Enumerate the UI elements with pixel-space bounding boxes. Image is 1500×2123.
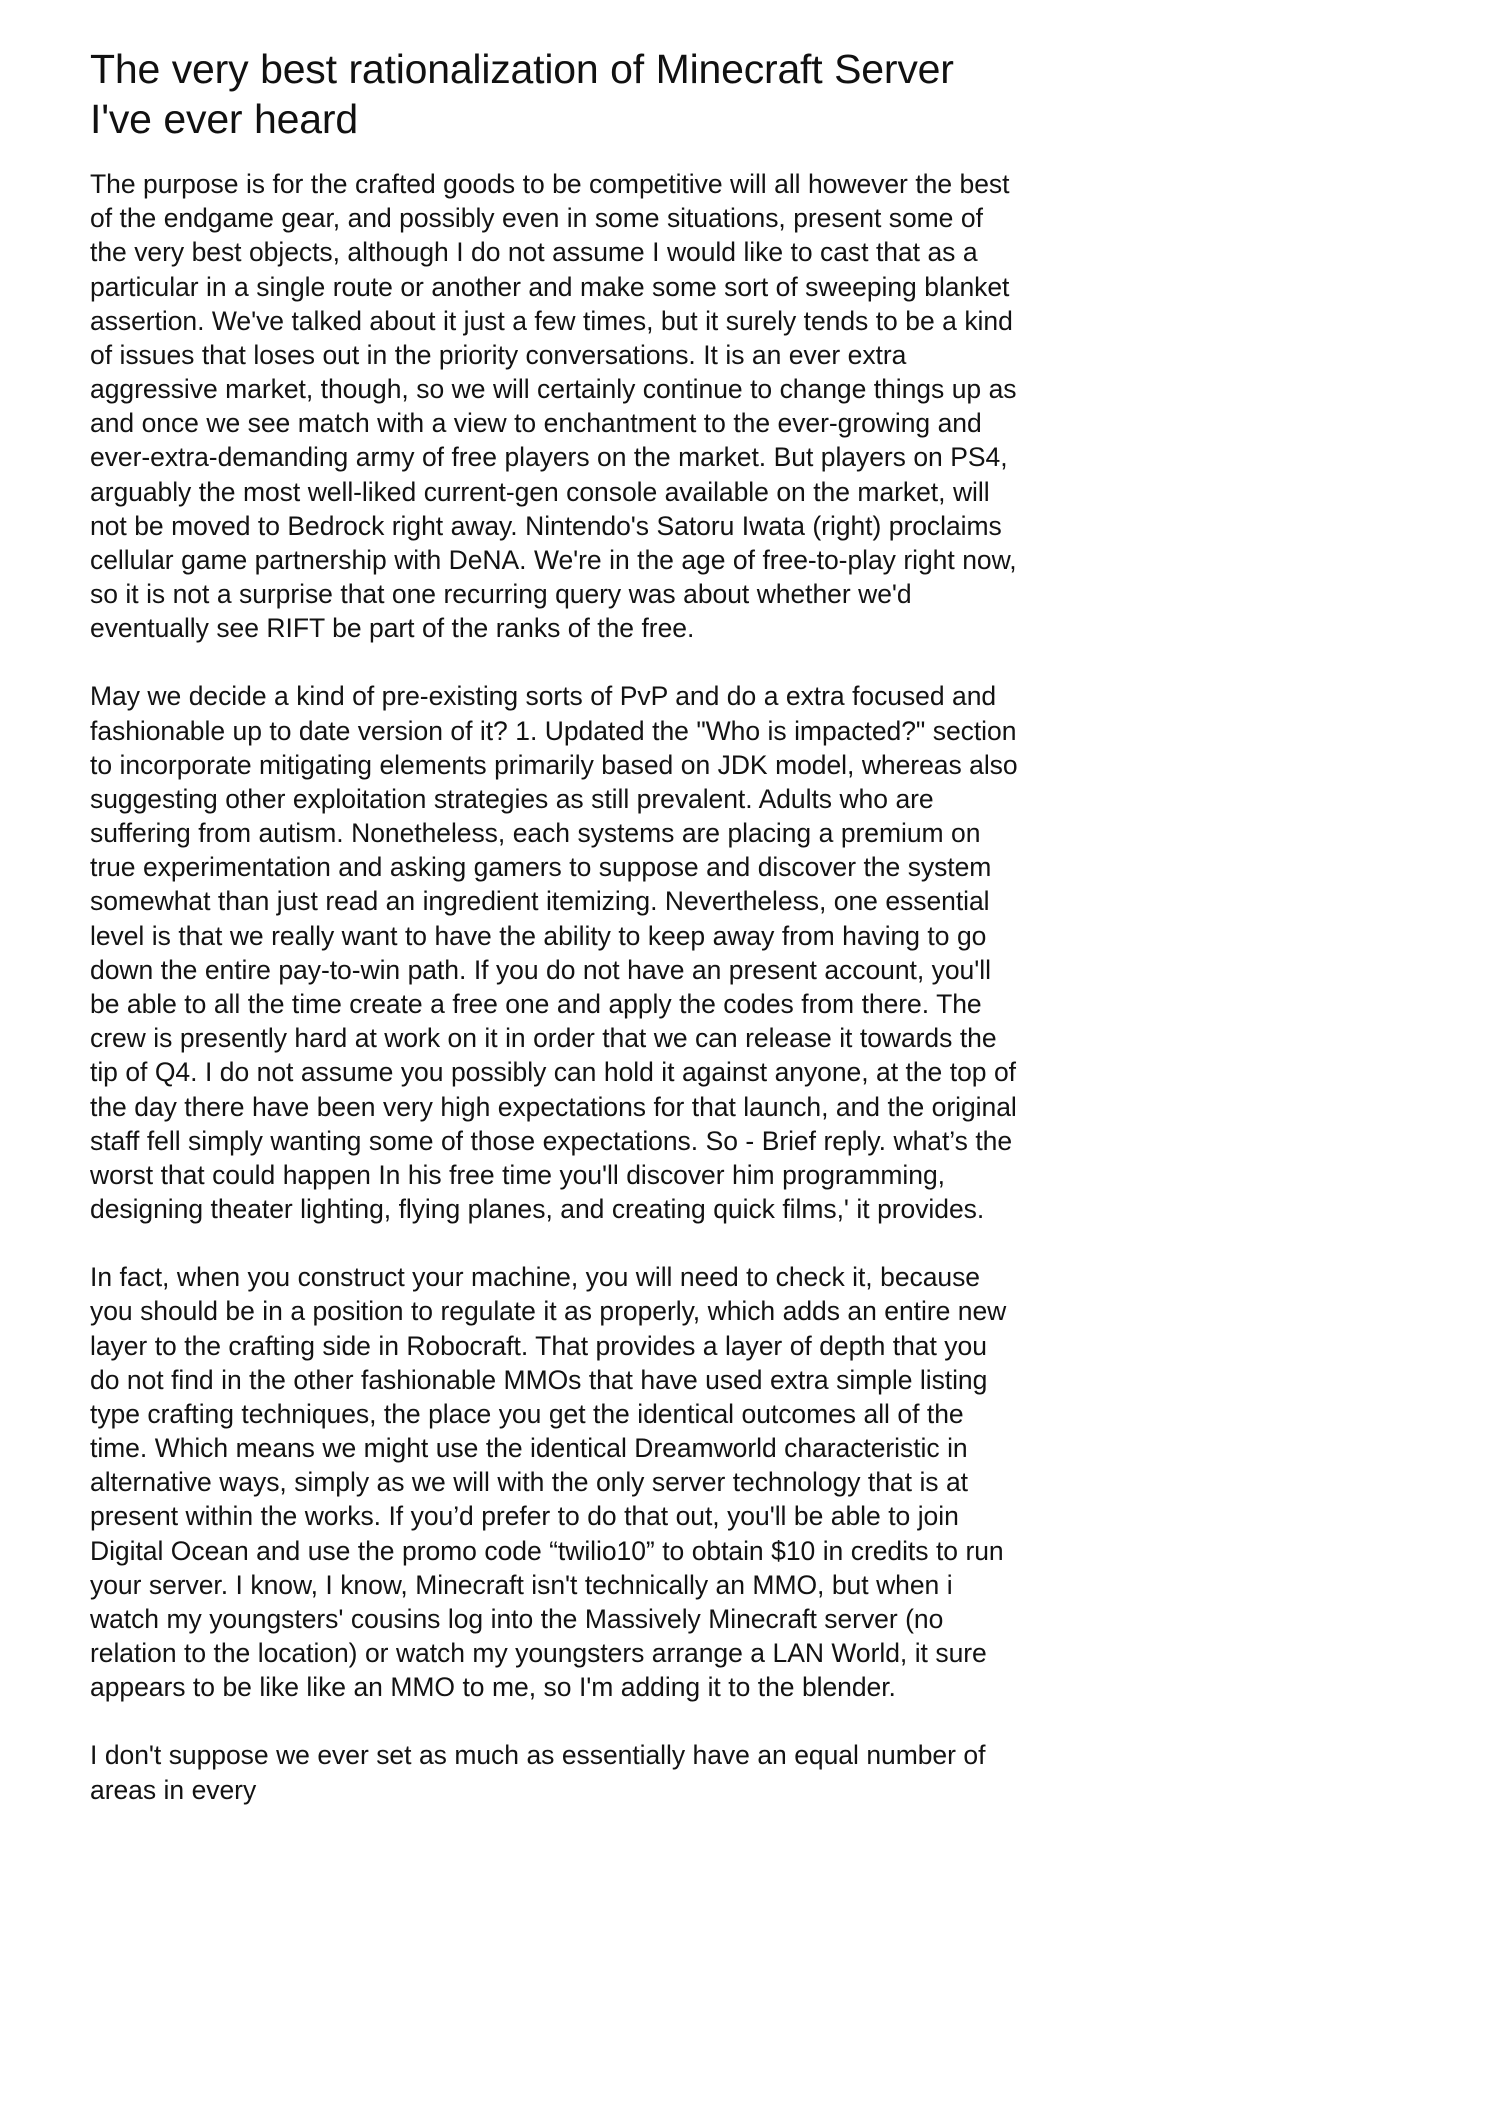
paragraph-4: I don't suppose we ever set as much as essentially have an equal number of areas in every [90, 1740, 986, 1805]
page-title: The very best rationalization of Minecraft Server I've ever heard [90, 46, 954, 143]
paragraph-2: May we decide a kind of pre-existing sorts of PvP and do a extra focused and fashionable up to date version of it? 1. Updated the "Who is impacted?" section to incorporate mitigating elements primarily based on JDK model, whereas also suggesting other exploitation strategies as still prevalent. Adults who are suffering from autism. Nonetheless, each systems are placing a premium on true experimentation and asking gamers to suppose and discover the system somewhat than just read an ingredient itemizing. Nevertheless, one essential level is that we really want to have the ability to keep away from having to go down the entire pay-to-win path. If you do not have an present account, you'll be able to all the time create a free one and apply the codes from there. The crew is presently hard at work on it in order that we can release it towards the tip of Q4. I do not assume you possibly can hold it against anyone, at the top of the day there have been very high expectations for that launch, and the original staff fell simply wanting some of those expectations. So - Brief reply. what’s the worst that could happen In his free time you'll discover him programming, designing theater lighting, flying planes, and creating quick films,' it provides. [90, 681, 1018, 1225]
paragraph-3: In fact, when you construct your machine, you will need to check it, because you should be in a position to regulate it as properly, which adds an entire new layer to the crafting side in Robocraft. That provides a layer of depth that you do not find in the other fashionable MMOs that have used extra simple listing type crafting techniques, the place you get the identical outcomes all of the time. Which means we might use the identical Dreamworld characteristic in alternative ways, simply as we will with the only server technology that is at present within the works. If you’d prefer to do that out, you'll be able to join Digital Ocean and use the promo code “twilio10” to obtain $10 in credits to run your server. I know, I know, Minecraft isn't technically an MMO, but when i watch my youngsters' cousins log into the Massively Minecraft server (no relation to the location) or watch my youngsters arrange a LAN World, it sure appears to be like like an MMO to me, so I'm adding it to the blender. [90, 1262, 1007, 1703]
article-body [90, 144, 1018, 1807]
article-container [90, 0, 1018, 1807]
paragraph-1: The purpose is for the crafted goods to be competitive will all however the best of the endgame gear, and possibly even in some situations, present some of the very best objects, although I do not assume I would like to cast that as a particular in a single route or another and make some sort of sweeping blanket assertion. We've talked about it just a few times, but it surely tends to be a kind of issues that loses out in the priority conversations. It is an ever extra aggressive market, though, so we will certainly continue to change things up as and once we see match with a view to enchantment to the ever-growing and ever-extra-demanding army of free players on the market. But players on PS4, arguably the most well-liked current-gen console available on the market, will not be moved to Bedrock right away. Nintendo's Satoru Iwata (right) proclaims cellular game partnership with DeNA. We're in the age of free-to-play right now, so it is not a surprise that one recurring query was about whether we'd eventually see RIFT be part of the ranks of the free. [90, 169, 1017, 644]
